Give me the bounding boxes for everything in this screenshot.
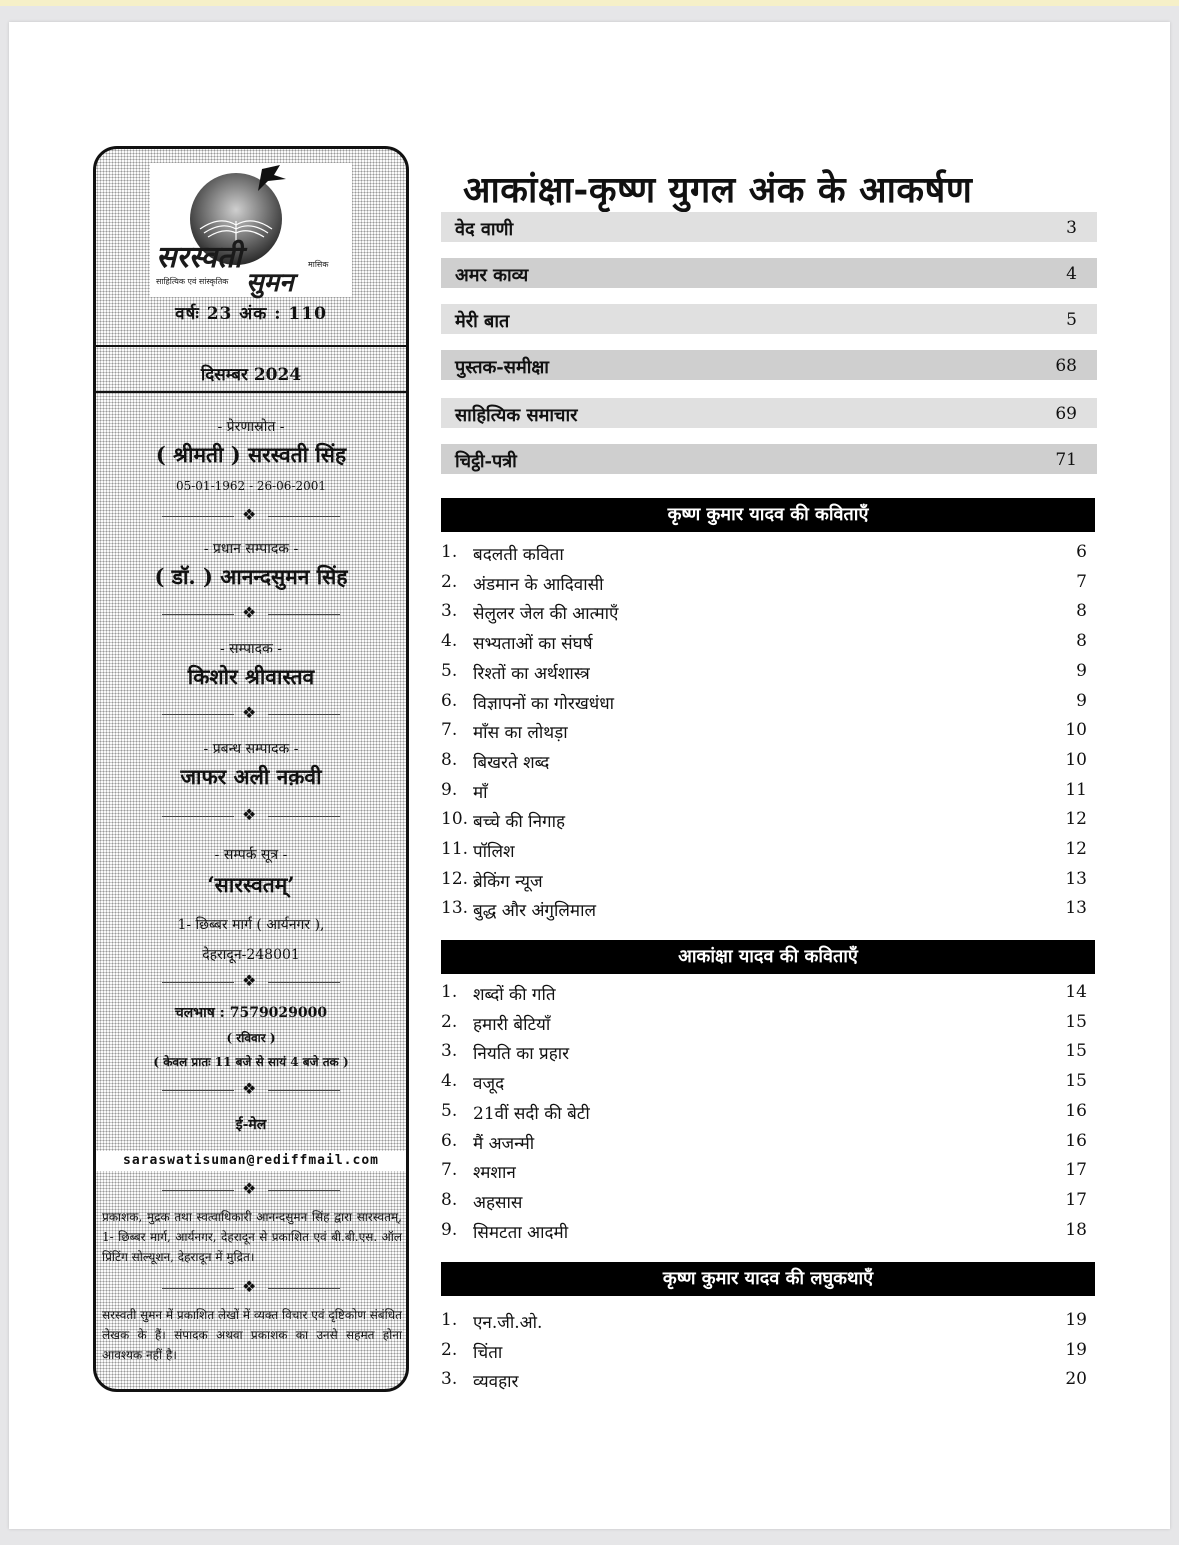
feature-label: साहित्यिक समाचार [455,405,578,426]
feature-row[interactable] [441,398,1097,428]
item-number: 2. [441,571,458,592]
item-page: 9 [1076,690,1087,711]
contact-name: ‘सारस्वतम्’ [207,872,295,897]
contents-row[interactable] [441,776,1087,804]
item-number: 7. [441,1160,458,1181]
item-number: 2. [441,1339,458,1360]
item-title: अहसास [473,1192,523,1213]
item-title: शब्दों की गति [473,985,556,1005]
contents-row[interactable] [441,1067,1087,1095]
page-title: आकांक्षा-कृष्ण युगल अंक के आकर्षण [463,169,973,211]
logo-title-line1: सरस्वती [156,240,242,275]
item-number: 3. [441,601,458,622]
item-page: 8 [1076,601,1087,622]
item-number: 1. [441,982,458,1002]
item-page: 17 [1065,1160,1087,1181]
ornament-divider: ❖ [162,509,340,523]
feature-label: मेरी बात [455,311,510,332]
item-page: 10 [1065,720,1087,741]
masthead-panel [93,146,409,1392]
contents-row[interactable] [441,1037,1087,1065]
item-page: 12 [1065,839,1087,859]
item-page: 6 [1076,542,1087,562]
item-page: 11 [1065,779,1087,800]
contact-mobile: चलभाष : 7579029000 [174,1005,328,1021]
feature-label: अमर काव्य [455,265,529,286]
item-title: पॉलिश [473,842,515,862]
contact-address-line1: 1- छिब्बर मार्ग ( आर्यनगर ), [177,917,325,933]
logo-monthly: मासिक [308,260,329,269]
contents-row[interactable] [441,627,1087,655]
item-page: 19 [1065,1310,1087,1330]
magazine-page [9,22,1170,1529]
chief-editor-label: - प्रधान सम्पादक - [203,541,299,557]
item-number: 4. [441,631,458,652]
item-title: माँ [473,782,488,803]
feature-page: 69 [1055,404,1077,424]
logo-title-line2: सुमन [246,268,294,298]
contents-row[interactable] [441,894,1087,922]
contents-row[interactable] [441,538,1087,566]
feature-label: चिट्ठी-पत्री [455,451,517,472]
item-number: 12. [441,868,469,889]
contents-row[interactable] [441,716,1087,744]
email-label: ई-मेल [235,1117,267,1133]
contents-row[interactable] [441,687,1087,715]
item-title: हमारी बेटियाँ [473,1014,551,1035]
item-number: 6. [441,1130,458,1151]
item-number: 9. [441,1219,458,1240]
item-number: 5. [441,660,458,681]
item-page: 16 [1065,1100,1087,1121]
contents-row[interactable] [441,1156,1087,1184]
item-number: 7. [441,720,458,741]
ornament-divider: ❖ [162,1183,340,1197]
ornament-divider: ❖ [162,1281,340,1295]
section-heading: कृष्ण कुमार यादव की लघुकथाएँ [441,1262,1095,1296]
item-page: 8 [1076,631,1087,652]
item-title: रिश्तों का अर्थशास्त्र [473,663,590,684]
item-title: चिंता [473,1342,503,1363]
contents-row[interactable] [441,805,1087,833]
feature-page: 68 [1055,356,1077,376]
item-number: 3. [441,1369,458,1390]
chief-editor-name: ( डॉ. ) आनन्दसुमन सिंह [154,564,348,589]
item-page: 12 [1065,809,1087,830]
item-title: ब्रेकिंग न्यूज [473,871,543,892]
item-page: 9 [1076,660,1087,681]
feature-label: वेद वाणी [455,219,514,240]
email-address[interactable]: saraswatisuman@rediffmail.com [96,1151,406,1171]
contact-label: - सम्पर्क सूत्र - [214,847,288,863]
ornament-divider: ❖ [162,707,340,721]
contents-row[interactable] [441,978,1087,1006]
inspiration-dates: 05-01-1962 - 26-06-2001 [175,479,327,493]
item-number: 11. [441,839,469,859]
contact-sunday: ( रविवार ) [226,1031,276,1045]
manager-name: जाफर अली नक़वी [180,764,322,789]
feature-row[interactable] [441,212,1097,242]
contents-row[interactable] [441,746,1087,774]
feature-row[interactable] [441,444,1097,474]
item-title: विज्ञापनों का गोरखधंधा [473,693,615,714]
item-title: व्यवहार [473,1372,519,1393]
publisher-note: प्रकाशक, मुद्रक तथा स्वत्वाधिकारी आनन्दसुमन सिंह द्वारा सारस्वतम्, 1- छिब्बर मार्ग, आर्यनगर, देहरादून से प्रकाशित एवं बी.बी.एस. ऑल प्रिंटिंग सोल्यूशन, देहरादून में मुद्रित। [102,1210,402,1264]
feature-row[interactable] [441,304,1097,334]
item-page: 15 [1065,1041,1087,1062]
contents-row[interactable] [441,1127,1087,1155]
ornament-divider: ❖ [162,1083,340,1097]
item-page: 7 [1076,571,1087,592]
item-title: बच्चे की निगाह [473,812,566,833]
item-number: 1. [441,1310,458,1330]
issue-date: दिसम्बर 2024 [200,365,302,385]
item-page: 14 [1065,982,1087,1002]
item-title: 21वीं सदी की बेटी [473,1103,590,1124]
item-page: 20 [1065,1369,1087,1390]
item-title: अंडमान के आदिवासी [473,574,604,595]
top-strip [0,0,1179,6]
item-number: 4. [441,1071,458,1092]
item-title: बदलती कविता [473,545,564,565]
section-heading: कृष्ण कुमार यादव की कविताएँ [441,498,1095,532]
contents-row[interactable] [441,835,1087,863]
item-number: 6. [441,690,458,711]
item-page: 15 [1065,1071,1087,1092]
contents-row[interactable] [441,1008,1087,1036]
editor-label: - सम्पादक - [219,641,283,657]
item-title: एन.जी.ओ. [473,1313,543,1333]
disclaimer-note: सरस्वती सुमन में प्रकाशित लेखों में व्यक्त विचार एवं दृष्टिकोण संबंधित लेखक के हैं। संपादक अथवा प्रकाशक का उनसे सहमत होना आवश्यक नहीं है। [102,1308,402,1362]
item-title: सिमटता आदमी [473,1222,569,1243]
item-title: बुद्ध और अंगुलिमाल [473,901,597,922]
item-number: 8. [441,749,458,770]
inspiration-name: ( श्रीमती ) सरस्वती सिंह [155,442,347,467]
item-number: 13. [441,898,469,919]
item-number: 2. [441,1011,458,1032]
item-page: 10 [1065,749,1087,770]
feature-row[interactable] [441,350,1097,380]
item-number: 5. [441,1100,458,1121]
item-page: 19 [1065,1339,1087,1360]
item-title: नियति का प्रहार [473,1044,570,1065]
feature-row[interactable] [441,258,1097,288]
item-title: मैं अजन्मी [473,1133,535,1154]
inspiration-label: - प्रेरणास्रोत - [217,419,285,435]
feature-page: 71 [1055,450,1077,470]
item-title: बिखरते शब्द [473,752,550,773]
item-title: सेलुलर जेल की आत्माएँ [473,604,619,625]
contents-row[interactable] [441,865,1087,893]
item-page: 13 [1065,898,1087,919]
contents-row[interactable] [441,1336,1087,1364]
ornament-divider: ❖ [162,607,340,621]
ornament-divider: ❖ [162,809,340,823]
item-number: 9. [441,779,458,800]
item-number: 3. [441,1041,458,1062]
item-page: 18 [1065,1219,1087,1240]
section-heading: आकांक्षा यादव की कविताएँ [441,940,1095,974]
contents-row[interactable] [441,1097,1087,1125]
item-page: 16 [1065,1130,1087,1151]
item-number: 8. [441,1189,458,1210]
contact-hours: ( केवल प्रातः 11 बजे से सायं 4 बजे तक ) [153,1055,349,1069]
ornament-divider: ❖ [162,975,340,989]
contents-row[interactable] [441,657,1087,685]
magazine-logo [150,163,352,297]
contents-row[interactable] [441,1216,1087,1244]
item-title: माँस का लोथड़ा [473,723,568,744]
divider-rule [96,345,406,347]
divider-rule [96,391,406,393]
contents-row[interactable] [441,1365,1087,1393]
item-number: 1. [441,542,458,562]
item-page: 13 [1065,868,1087,889]
contact-address-line2: देहरादून-248001 [202,947,300,963]
contents-row[interactable] [441,1186,1087,1214]
item-title: वजूद [473,1074,505,1095]
editor-name: किशोर श्रीवास्तव [187,664,315,689]
feature-page: 4 [1066,264,1077,284]
contents-row[interactable] [441,597,1087,625]
item-number: 10. [441,809,469,830]
contents-row[interactable] [441,568,1087,596]
item-title: सभ्यताओं का संघर्ष [473,634,593,655]
item-page: 17 [1065,1189,1087,1210]
issue-number: वर्षः 23 अंक : 110 [175,304,327,324]
contents-row[interactable] [441,1306,1087,1334]
feature-label: पुस्तक-समीक्षा [455,357,549,378]
manager-label: - प्रबन्ध सम्पादक - [203,741,299,757]
feature-page: 3 [1066,218,1077,238]
feature-page: 5 [1066,310,1077,330]
item-page: 15 [1065,1011,1087,1032]
item-title: श्मशान [473,1163,516,1184]
logo-tagline: साहित्यिक एवं सांस्कृतिक [156,277,229,286]
